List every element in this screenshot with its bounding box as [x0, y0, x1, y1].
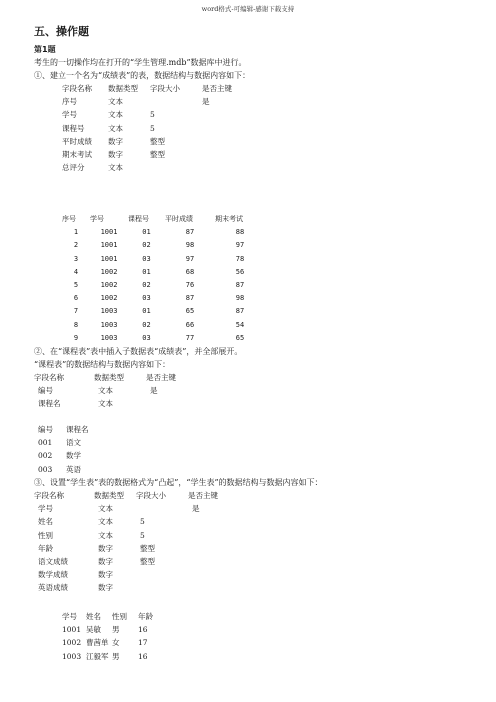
table-header-row	[34, 489, 232, 502]
table-cell: 课程号	[62, 123, 85, 133]
table3-schema	[34, 489, 232, 595]
table-cell	[192, 515, 232, 528]
table-cell: 88	[235, 228, 245, 237]
table-header-row	[34, 371, 190, 384]
table-cell	[192, 568, 232, 581]
table-cell: 68	[185, 267, 195, 276]
table-cell: 数字	[108, 136, 123, 146]
table-cell: 56	[235, 267, 245, 276]
table-cell: 5	[140, 530, 145, 540]
table-cell: 87	[235, 280, 245, 289]
table-cell: 整型	[150, 136, 165, 146]
table-header-cell: 课程号	[128, 215, 149, 223]
table-row	[34, 502, 232, 515]
table-cell	[192, 581, 232, 594]
page-header: word格式-可编辑-感谢下载支持	[201, 5, 295, 13]
table-header-cell: 数据类型	[94, 491, 124, 500]
table-cell	[202, 135, 242, 148]
table-row	[34, 542, 232, 555]
table-row	[34, 397, 190, 410]
table-header-cell: 字段名称	[34, 373, 64, 382]
table-cell: 英语	[66, 464, 81, 474]
table-cell: 9	[73, 333, 79, 342]
table-cell: 1001	[100, 228, 118, 237]
table-row	[62, 161, 242, 174]
table-row	[62, 239, 265, 252]
table-cell: 文本	[108, 163, 123, 173]
table-cell: 江毅军	[86, 651, 109, 661]
table-cell: 76	[185, 280, 195, 289]
table-row	[62, 279, 265, 292]
table-cell	[150, 397, 190, 410]
table-cell: 平时成绩	[62, 136, 92, 146]
table-header-cell: 编号	[38, 425, 53, 434]
table-cell: 87	[185, 228, 195, 237]
table-cell	[192, 529, 232, 542]
table-cell: 性别	[38, 530, 53, 540]
table-cell: 文本	[108, 97, 123, 107]
table-cell: 文本	[98, 517, 113, 527]
table-cell: 02	[142, 320, 151, 329]
table-header-cell: 字段名称	[34, 491, 64, 500]
table-cell: 1002	[100, 280, 118, 289]
table-cell: 语文	[66, 438, 81, 448]
table-cell: 03	[142, 294, 151, 303]
table-cell: 文本	[98, 399, 113, 409]
table-cell: 文本	[98, 530, 113, 540]
table-row	[38, 436, 106, 449]
table-header-cell: 姓名	[86, 612, 101, 621]
table-cell	[192, 542, 232, 555]
table-cell: 01	[142, 228, 151, 237]
table-cell: 03	[142, 254, 151, 263]
table-row	[62, 319, 265, 332]
table-row	[62, 623, 164, 636]
table-row	[62, 135, 242, 148]
table-cell: 数字	[98, 570, 113, 580]
table-cell: 是	[150, 386, 158, 396]
table-cell	[140, 502, 192, 515]
table-cell: 男	[112, 651, 120, 661]
table-row	[34, 581, 232, 594]
table-cell: 曹茜单	[86, 638, 109, 648]
intro-text: 考生的一切操作均在打开的“学生管理.mdb”数据库中进行。	[34, 58, 247, 67]
table-row	[34, 384, 190, 397]
table-cell: 1002	[100, 294, 118, 303]
table-cell: 65	[185, 307, 195, 316]
table-cell: 数字	[98, 556, 113, 566]
table-cell: 8	[73, 320, 79, 329]
table-cell: 65	[235, 333, 245, 342]
table-cell	[150, 161, 202, 174]
table-row	[34, 555, 232, 568]
table-cell: 数学成绩	[38, 570, 68, 580]
table-cell: 英语成绩	[38, 583, 68, 593]
table-row	[34, 529, 232, 542]
table-cell: 男	[112, 625, 120, 635]
table-row	[62, 108, 242, 121]
table-cell	[202, 148, 242, 161]
table-row	[62, 332, 265, 345]
table-cell: 整型	[150, 149, 165, 159]
table-row	[62, 95, 242, 108]
table-cell: 1003	[100, 320, 118, 329]
table-cell: 是	[192, 504, 200, 514]
table-cell: 6	[73, 294, 79, 303]
table-cell: 5	[150, 110, 155, 120]
table-cell: 课程名	[38, 399, 61, 409]
step-3-text: ③、设置“学生表”表的数据格式为“凸起”，“学生表”的数据结构与数据内容如下：	[34, 478, 323, 487]
table-cell: 女	[112, 638, 120, 648]
table-cell: 97	[185, 254, 195, 263]
table-header-cell: 学号	[90, 215, 104, 223]
table-cell: 7	[73, 307, 79, 316]
table-cell	[202, 161, 242, 174]
table-cell	[202, 108, 242, 121]
table-header-cell: 性别	[112, 612, 127, 621]
table-cell: 1002	[100, 267, 118, 276]
table1-data	[62, 213, 265, 345]
table-row	[62, 122, 242, 135]
table-cell: 数学	[66, 451, 81, 461]
table-cell: 年龄	[38, 543, 53, 553]
table-cell: 02	[142, 241, 151, 250]
table-cell: 001	[38, 438, 53, 448]
table-header-cell: 年龄	[138, 612, 153, 621]
table2-data	[38, 423, 106, 476]
table-cell: 16	[138, 651, 148, 661]
question-title: 第1题	[34, 45, 56, 54]
table-cell: 03	[142, 333, 151, 342]
table-header-cell: 是否主键	[202, 84, 232, 93]
table-row	[62, 253, 265, 266]
table-header-cell: 是否主键	[146, 373, 176, 382]
step-2b-text: “课程表”的数据结构与数据内容如下：	[34, 360, 171, 369]
table-cell: 1003	[62, 651, 82, 661]
step-2-text: ②、在“课程表”表中插入子数据表“成绩表”，并全部展开。	[34, 347, 243, 356]
table-row	[62, 148, 242, 161]
table-row	[62, 636, 164, 649]
table-cell: 1001	[100, 254, 118, 263]
table-cell: 数字	[108, 149, 123, 159]
table-cell: 01	[142, 307, 151, 316]
table-row	[34, 515, 232, 528]
table-row	[62, 266, 265, 279]
table-cell	[192, 555, 232, 568]
table-cell: 3	[73, 254, 79, 263]
table-cell: 序号	[62, 97, 77, 107]
table-cell: 文本	[98, 504, 113, 514]
table-row	[62, 292, 265, 305]
table-header-cell: 字段大小	[150, 84, 180, 93]
table-cell: 78	[235, 254, 245, 263]
section-title: 五、操作题	[34, 25, 89, 38]
table1-schema	[62, 82, 242, 174]
table-cell: 17	[138, 638, 148, 648]
table-cell: 是	[202, 97, 210, 107]
table-header-cell: 期末考试	[215, 215, 243, 223]
table-cell: 文本	[108, 110, 123, 120]
table-cell: 学号	[62, 110, 77, 120]
table-cell: 学号	[38, 504, 53, 514]
table-cell: 整型	[140, 556, 155, 566]
table-cell: 87	[235, 307, 245, 316]
table-header-cell: 平时成绩	[165, 215, 193, 223]
table-header-cell: 是否主键	[188, 491, 218, 500]
table-cell: 2	[73, 241, 79, 250]
table-cell: 02	[142, 280, 151, 289]
table-cell: 1003	[100, 333, 118, 342]
table-row	[34, 568, 232, 581]
table-cell: 16	[138, 625, 148, 635]
table-cell: 1	[73, 228, 79, 237]
table-cell: 编号	[38, 386, 53, 396]
table-header-cell: 序号	[62, 215, 76, 223]
table-header-row	[38, 423, 106, 436]
table-cell: 4	[73, 267, 79, 276]
table-row	[62, 305, 265, 318]
table-cell: 98	[235, 294, 245, 303]
table-cell: 5	[140, 517, 145, 527]
table-cell	[150, 95, 202, 108]
table-cell: 54	[235, 320, 245, 329]
table-cell: 003	[38, 464, 53, 474]
table-row	[38, 449, 106, 462]
table-header-cell: 字段名称	[62, 84, 92, 93]
table-cell: 数字	[98, 543, 113, 553]
table-header-cell: 数据类型	[94, 373, 124, 382]
table-header-cell: 字段大小	[136, 491, 166, 500]
table-cell: 总评分	[62, 163, 85, 173]
table-cell: 1003	[100, 307, 118, 316]
table-cell: 期末考试	[62, 149, 92, 159]
table-cell: 87	[185, 294, 195, 303]
table-cell: 77	[185, 333, 195, 342]
table-cell: 97	[235, 241, 245, 250]
table-cell	[202, 122, 242, 135]
table-cell: 1002	[62, 638, 82, 648]
table-cell: 66	[185, 320, 195, 329]
table-cell: 002	[38, 451, 53, 461]
table-cell: 01	[142, 267, 151, 276]
table-cell: 1001	[100, 241, 118, 250]
table2-schema	[34, 371, 190, 411]
table-header-cell: 学号	[62, 612, 77, 621]
table-row	[38, 463, 106, 476]
table-cell: 5	[150, 123, 155, 133]
step-1-text: ①、建立一个名为“成绩表”的表，数据结构与数据内容如下：	[34, 71, 251, 80]
table-cell: 姓名	[38, 517, 53, 527]
table-cell: 98	[185, 241, 195, 250]
table-cell: 语文成绩	[38, 556, 68, 566]
table-cell: 1001	[62, 625, 82, 635]
table-header-cell: 课程名	[66, 425, 89, 434]
table-header-cell: 数据类型	[108, 84, 138, 93]
table-header-row	[62, 213, 265, 226]
table-header-row	[62, 610, 164, 623]
table-cell: 文本	[98, 386, 113, 396]
table-cell: 整型	[140, 543, 155, 553]
table-cell	[140, 581, 192, 594]
table-cell: 吴敏	[86, 625, 101, 635]
table-row	[62, 226, 265, 239]
table-row	[62, 650, 164, 663]
table-cell: 数字	[98, 583, 113, 593]
table-cell: 文本	[108, 123, 123, 133]
table-header-row	[62, 82, 242, 95]
table3-data	[62, 610, 164, 663]
table-cell	[140, 568, 192, 581]
table-cell: 5	[73, 280, 79, 289]
